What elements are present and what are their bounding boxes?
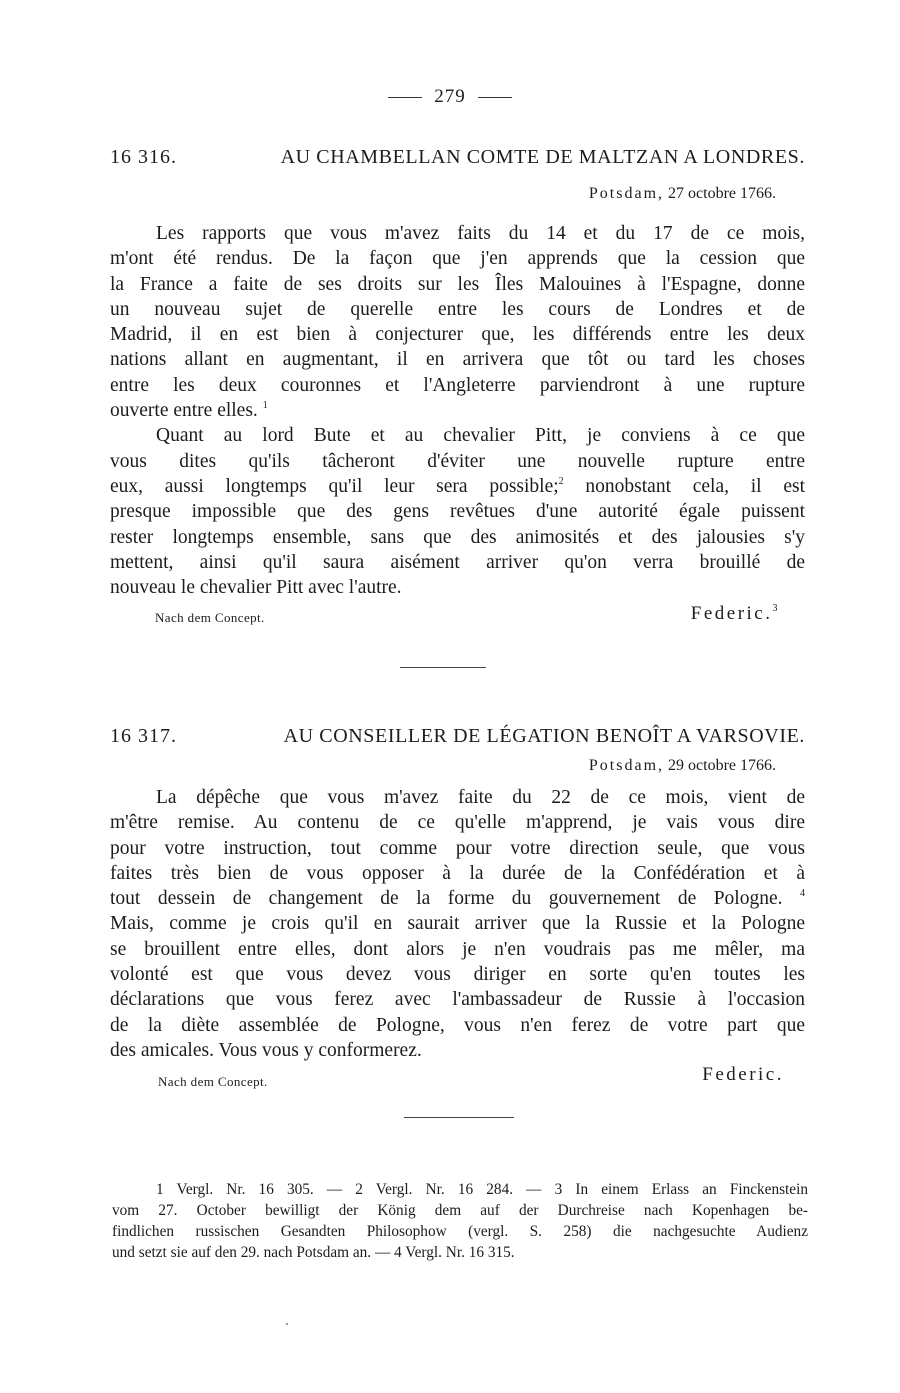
page-number-line bbox=[0, 86, 900, 108]
text-fragment: ouverte entre elles. bbox=[110, 400, 258, 422]
dateline bbox=[589, 185, 776, 203]
source-note: Nach dem Concept. bbox=[155, 610, 265, 625]
source-note: Nach dem Concept. bbox=[158, 1074, 268, 1089]
text-line: m'être remise. Au contenu de ce qu'elle m'apprend, je vais vous dire bbox=[110, 812, 805, 834]
signature-text: Federic. bbox=[690, 603, 773, 624]
text-line bbox=[110, 398, 805, 423]
text-line: se brouillent entre elles, dont alors je n'en voudrais pas me mêler, ma bbox=[110, 938, 805, 960]
text-line: des amicales. Vous vous y conformerez. bbox=[110, 1039, 422, 1061]
footnote-line: findlichen russischen Gesandten Philosophow (vergl. S. 258) die nachgesuchte Audienz bbox=[112, 1223, 808, 1240]
text-line: nouveau le chevalier Pitt avec l'autre. bbox=[110, 577, 402, 599]
footnote-line: vom 27. October bewilligt der König dem auf der Durchreise nach Kopenhagen be- bbox=[112, 1202, 808, 1219]
footnote-line: 1 Vergl. Nr. 16 305. — 2 Vergl. Nr. 16 284. — 3 In einem Erlass an Finckenstein bbox=[156, 1181, 808, 1198]
footnote-line: und setzt sie auf den 29. nach Potsdam an. — 4 Vergl. Nr. 16 315. bbox=[112, 1244, 515, 1261]
text-line: rester longtemps ensemble, sans que des animosités et des jalousies s'y bbox=[110, 526, 805, 548]
letter-paragraph bbox=[110, 785, 805, 1063]
text-line: Mais, comme je crois qu'il en saurait arriver que la Russie et la Pologne bbox=[110, 913, 805, 935]
letter-heading bbox=[110, 146, 805, 169]
text-line: volonté est que vous devez vous diriger en sorte qu'en toutes les bbox=[110, 964, 805, 986]
footnote-mark: 3 bbox=[772, 603, 780, 614]
dash-right bbox=[478, 97, 512, 98]
section-divider bbox=[404, 1117, 514, 1118]
text-fragment: tout dessein de changement de la forme du gouvernement de Pologne. bbox=[110, 888, 783, 910]
section-divider bbox=[400, 667, 486, 668]
letter-number: 16 317. bbox=[110, 725, 177, 747]
text-fragment: nonobstant cela, il est bbox=[585, 475, 806, 497]
dateline bbox=[589, 757, 776, 775]
text-line: pour votre instruction, tout comme pour votre direction seule, que vous bbox=[110, 837, 805, 859]
text-line: Les rapports que vous m'avez faits du 14 et du 17 de ce mois, bbox=[156, 223, 805, 244]
footnote-mark: 4 bbox=[800, 888, 806, 900]
text-line: de la diète assemblée de Pologne, vous n'en ferez de votre part que bbox=[110, 1014, 805, 1036]
letter-paragraph bbox=[110, 221, 805, 600]
text-fragment: eux, aussi longtemps qu'il leur sera possible; bbox=[110, 475, 559, 497]
text-line: déclarations que vous ferez avec l'ambassadeur de Russie à l'occasion bbox=[110, 989, 805, 1011]
footnote-mark: 2 bbox=[558, 475, 564, 487]
letter-heading bbox=[110, 725, 805, 748]
text-line: Quant au lord Bute et au chevalier Pitt, je conviens à ce que bbox=[156, 425, 805, 447]
footnote-mark: 1 bbox=[262, 400, 268, 412]
dateline-place: Potsdam, bbox=[588, 185, 665, 202]
text-line: entre les deux couronnes et l'Angleterre parviendront à une rupture bbox=[110, 374, 805, 396]
text-line: mettent, ainsi qu'il saura aisément arriver qu'on verra brouillé de bbox=[110, 551, 805, 573]
text-line: la France a faite de ses droits sur les Îles Malouines à l'Espagne, donne bbox=[110, 273, 805, 295]
signature: Federic. bbox=[702, 1064, 784, 1085]
footnotes bbox=[112, 1179, 808, 1263]
text-line bbox=[110, 886, 805, 911]
text-line: vous dites qu'ils tâcheront d'éviter une nouvelle rupture entre bbox=[110, 450, 805, 472]
text-line: faites très bien de vous opposer à la durée de la Confédération et à bbox=[110, 862, 805, 884]
dateline-place: Potsdam, bbox=[588, 757, 665, 774]
text-line: un nouveau sujet de querelle entre les cours de Londres et de bbox=[110, 298, 805, 320]
print-speck bbox=[286, 1323, 288, 1325]
text-line bbox=[110, 474, 805, 499]
dateline-date: 27 octobre 1766. bbox=[668, 185, 776, 202]
text-line: presque impossible que des gens revêtues d'une autorité égale puissent bbox=[110, 501, 805, 523]
letter-title: AU CONSEILLER DE LÉGATION BENOÎT A VARSOVIE. bbox=[283, 725, 805, 747]
page-number: 279 bbox=[434, 86, 466, 107]
text-line: nations allant en augmentant, il en arrivera que tôt ou tard les choses bbox=[110, 349, 805, 371]
letter-title: AU CHAMBELLAN COMTE DE MALTZAN A LONDRES. bbox=[280, 146, 805, 168]
text-line: La dépêche que vous m'avez faite du 22 de ce mois, vient de bbox=[156, 787, 805, 808]
dateline-date: 29 octobre 1766. bbox=[668, 757, 776, 774]
text-line: Madrid, il en est bien à conjecturer que, les différends entre les deux bbox=[110, 324, 805, 346]
signature bbox=[691, 603, 780, 625]
text-line: m'ont été rendus. De la façon que j'en apprends que la cession que bbox=[110, 248, 805, 270]
dash-left bbox=[388, 97, 422, 98]
letter-number: 16 316. bbox=[110, 146, 177, 168]
